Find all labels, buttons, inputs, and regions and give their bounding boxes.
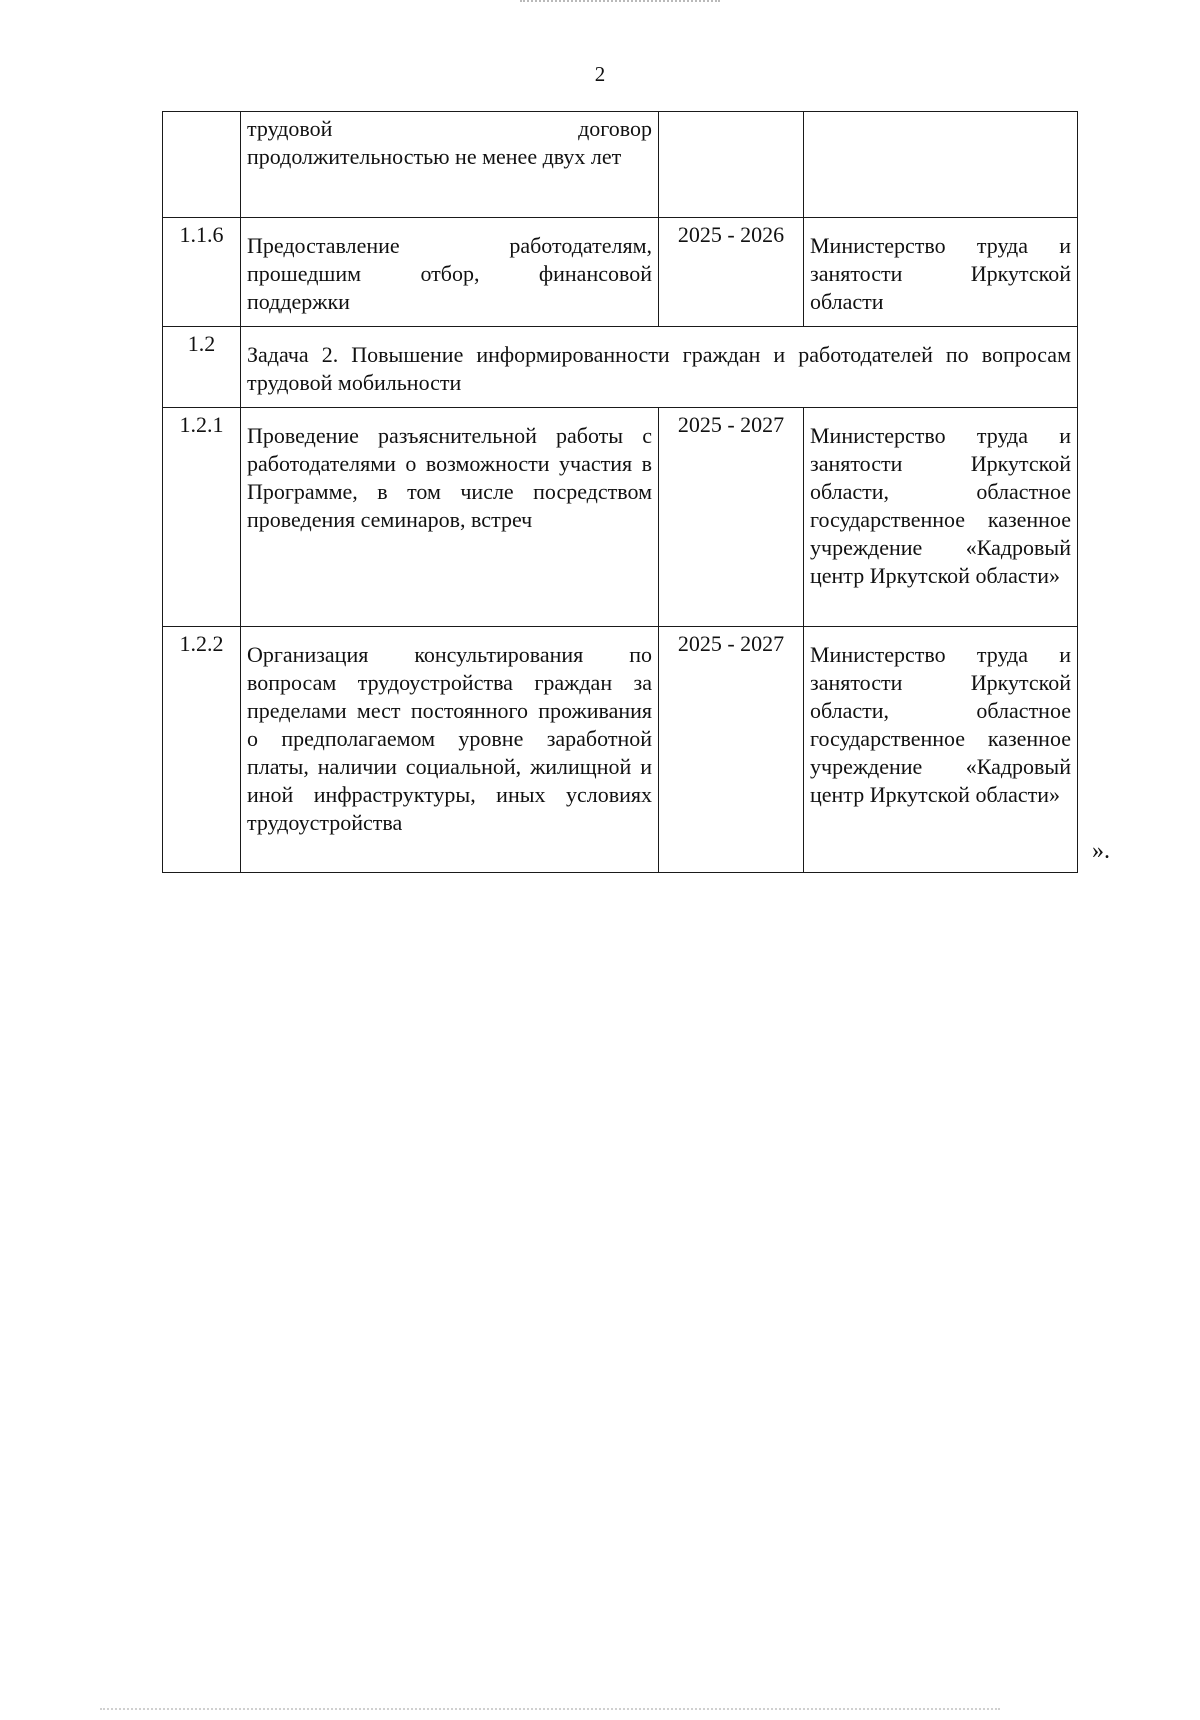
executor: Министерство труда и занятости Иркутской области	[804, 218, 1078, 327]
executor	[804, 112, 1078, 218]
measure-text: Предоставление работодателям, прошедшим отбор, финансовой поддержки	[241, 218, 659, 327]
table-row	[163, 408, 1078, 627]
period: 2025 - 2027	[659, 408, 804, 627]
row-number: 1.2.1	[163, 408, 241, 627]
closing-quote-mark: ».	[1092, 838, 1110, 864]
row-number	[163, 112, 241, 218]
task-heading: Задача 2. Повышение информированности граждан и работодателей по вопросам трудовой мобильности	[241, 327, 1078, 408]
executor: Министерство труда и занятости Иркутской области, областное государственное казенное учреждение «Кадровый центр Иркутской области»	[804, 627, 1078, 873]
table-row	[163, 218, 1078, 327]
measure-text: Организация консультирования по вопросам трудоустройства граждан за пределами мест постоянного проживания о предполагаемом уровне заработной платы, наличии социальной, жилищной и иной инфраструктуры, иных условиях трудоустройства	[241, 627, 659, 873]
page-number: 2	[594, 62, 606, 86]
table-row-continuation	[163, 112, 1078, 218]
period: 2025 - 2027	[659, 627, 804, 873]
scan-artifact-top	[520, 0, 720, 4]
measure-text	[241, 112, 659, 218]
row-number: 1.2.2	[163, 627, 241, 873]
row-number: 1.2	[163, 327, 241, 408]
executor: Министерство труда и занятости Иркутской области, областное государственное казенное учреждение «Кадровый центр Иркутской области»	[804, 408, 1078, 627]
table-row-task	[163, 327, 1078, 408]
measure-text-rest: продолжительностью не менее двух лет	[247, 144, 622, 169]
period: 2025 - 2026	[659, 218, 804, 327]
table-row	[163, 627, 1078, 873]
period	[659, 112, 804, 218]
scan-artifact-bottom	[100, 1708, 1000, 1712]
row-number: 1.1.6	[163, 218, 241, 327]
measure-text: Проведение разъяснительной работы с работодателями о возможности участия в Программе, в том числе посредством проведения семинаров, встреч	[241, 408, 659, 627]
measure-text-first-line: трудовой договор	[247, 116, 652, 141]
measures-table	[162, 111, 1078, 873]
